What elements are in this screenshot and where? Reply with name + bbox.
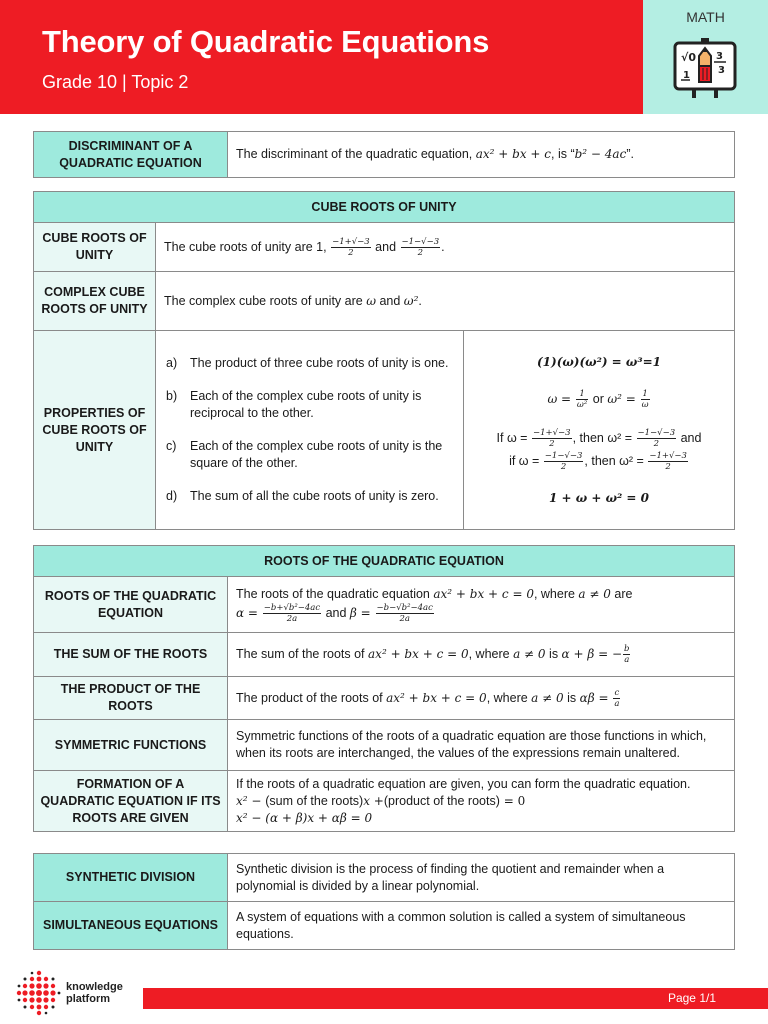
symmetric-functions-text: Symmetric functions of the roots of a quadratic equation are those functions in which, when its roots are interchanged, the values of the expressions remain unaltered. (228, 720, 735, 771)
properties-list-cell (156, 331, 464, 530)
roots-text: The roots of the quadratic equation ax² + bx + c = 0, where a ≠ 0 are α = $\frac{\text{−b+√b²−4ac}}{2a}$ and β = $\frac{\text{−b−√b²−4ac}}{2a}$ (228, 577, 735, 633)
roots-label: ROOTS OF THE QUADRATIC EQUATION (34, 577, 228, 633)
dot-grid-logo-icon (14, 968, 64, 1018)
cube-roots-table (33, 191, 735, 530)
math-symbols-board-icon (672, 34, 738, 105)
product-roots-text: The product of the roots of ax² + bx + c = 0, where a ≠ 0 is αβ = $\frac{c}{a}$ (228, 677, 735, 720)
knowledge-platform-logo (14, 968, 134, 1018)
property-item: d) The sum of all the cube roots of unity is zero. (166, 489, 439, 503)
root-fraction-2: $\frac{-1-√-3}{2}$ (401, 236, 440, 258)
page-title: Theory of Quadratic Equations (42, 24, 490, 59)
equation-square-1: If ω = $\frac{-1+√-3}{2}$ , then ω² = $\frac{-1-√-3}{2}$ and (496, 427, 702, 449)
product-roots-label: THE PRODUCT OF THE ROOTS (34, 677, 228, 720)
alpha-fraction: $\frac{\text{−b+√b²−4ac}}{2a}$ (263, 602, 321, 624)
extra-table (33, 853, 735, 950)
root-fraction-1: $\frac{-1+√-3}{2}$ (332, 236, 370, 258)
svg-text:3: 3 (718, 65, 725, 76)
equation-product: (1)(ω)(ω²) = ω³=1 (536, 354, 662, 369)
symmetric-functions-label: SYMMETRIC FUNCTIONS (34, 720, 228, 771)
properties-label: PROPERTIES OF CUBE ROOTS OF UNITY (34, 331, 156, 530)
roots-table (33, 545, 735, 832)
footer-bar (143, 988, 768, 1009)
brand-name: knowledge platform (66, 981, 123, 1005)
cube-roots-heading: CUBE ROOTS OF UNITY (34, 192, 735, 223)
synthetic-division-label: SYNTHETIC DIVISION (34, 854, 228, 902)
simultaneous-equations-label: SIMULTANEOUS EQUATIONS (34, 902, 228, 950)
simultaneous-equations-text: A system of equations with a common solution is called a system of simultaneous equations. (228, 902, 735, 950)
equation-square-2: if ω = $\frac{-1-√-3}{2}$ , then ω² = $\frac{-1+√-3}{2}$ (509, 450, 687, 472)
property-item: c) Each of the complex cube roots of unity is the square of the other. (166, 439, 443, 470)
cube-roots-unity-label: CUBE ROOTS OF UNITY (34, 223, 156, 272)
complex-cube-roots-text: The complex cube roots of unity are ω and ω². (156, 272, 735, 331)
page-subtitle: Grade 10 | Topic 2 (42, 72, 189, 92)
discriminant-label: DISCRIMINANT OF A QUADRATIC EQUATION (34, 132, 228, 178)
cube-roots-unity-text: The cube roots of unity are 1, $\frac{-1+√-3}{2}$ and $\frac{-1-√-3}{2}$ . (156, 223, 735, 272)
subject-box (643, 0, 768, 114)
sum-roots-text: The sum of the roots of ax² + bx + c = 0, where a ≠ 0 is α + β = − $\frac{b}{a}$ (228, 633, 735, 677)
discriminant-table (33, 131, 735, 178)
quadratic-polynomial: ax² + bx + c (475, 147, 552, 161)
formation-label: FORMATION OF A QUADRATIC EQUATION IF ITS ROOTS ARE GIVEN (34, 771, 228, 832)
property-item: a) The product of three cube roots of unity is one. (166, 356, 449, 370)
subject-label: MATH (686, 9, 725, 25)
equation-reciprocal: ω = $\frac{1}{\text{ω²}}$ or ω² = $\frac{1}{\omega}$ (547, 388, 649, 410)
formation-text: If the roots of a quadratic equation are given, you can form the quadratic equation. x² − (sum of the roots)x +(product of the roots) = 0 x² − (α + β)x + αβ = 0 (228, 771, 735, 832)
svg-text:√0: √0 (681, 51, 696, 64)
discriminant-text: The discriminant of the quadratic equation, ax² + bx + c, is “b² − 4ac”. (228, 132, 735, 178)
equation-sum: 1 + ω + ω² = 0 (548, 490, 650, 505)
properties-list (166, 355, 453, 505)
beta-fraction: $\frac{\text{−b−√b²−4ac}}{2a}$ (376, 602, 433, 624)
sum-roots-label: THE SUM OF THE ROOTS (34, 633, 228, 677)
property-item: b) Each of the complex cube roots of unity is reciprocal to the other. (166, 389, 422, 420)
synthetic-division-text: Synthetic division is the process of finding the quotient and remainder when a polynomial is divided by a linear polynomial. (228, 854, 735, 902)
svg-text:1: 1 (683, 70, 690, 81)
header-banner (0, 0, 643, 114)
discriminant-formula: b² − 4ac (574, 147, 627, 161)
svg-text:3: 3 (716, 51, 723, 62)
properties-equations-cell (464, 331, 735, 530)
page-number: Page 1/1 (667, 991, 716, 1005)
complex-cube-roots-label: COMPLEX CUBE ROOTS OF UNITY (34, 272, 156, 331)
roots-heading: ROOTS OF THE QUADRATIC EQUATION (34, 546, 735, 577)
